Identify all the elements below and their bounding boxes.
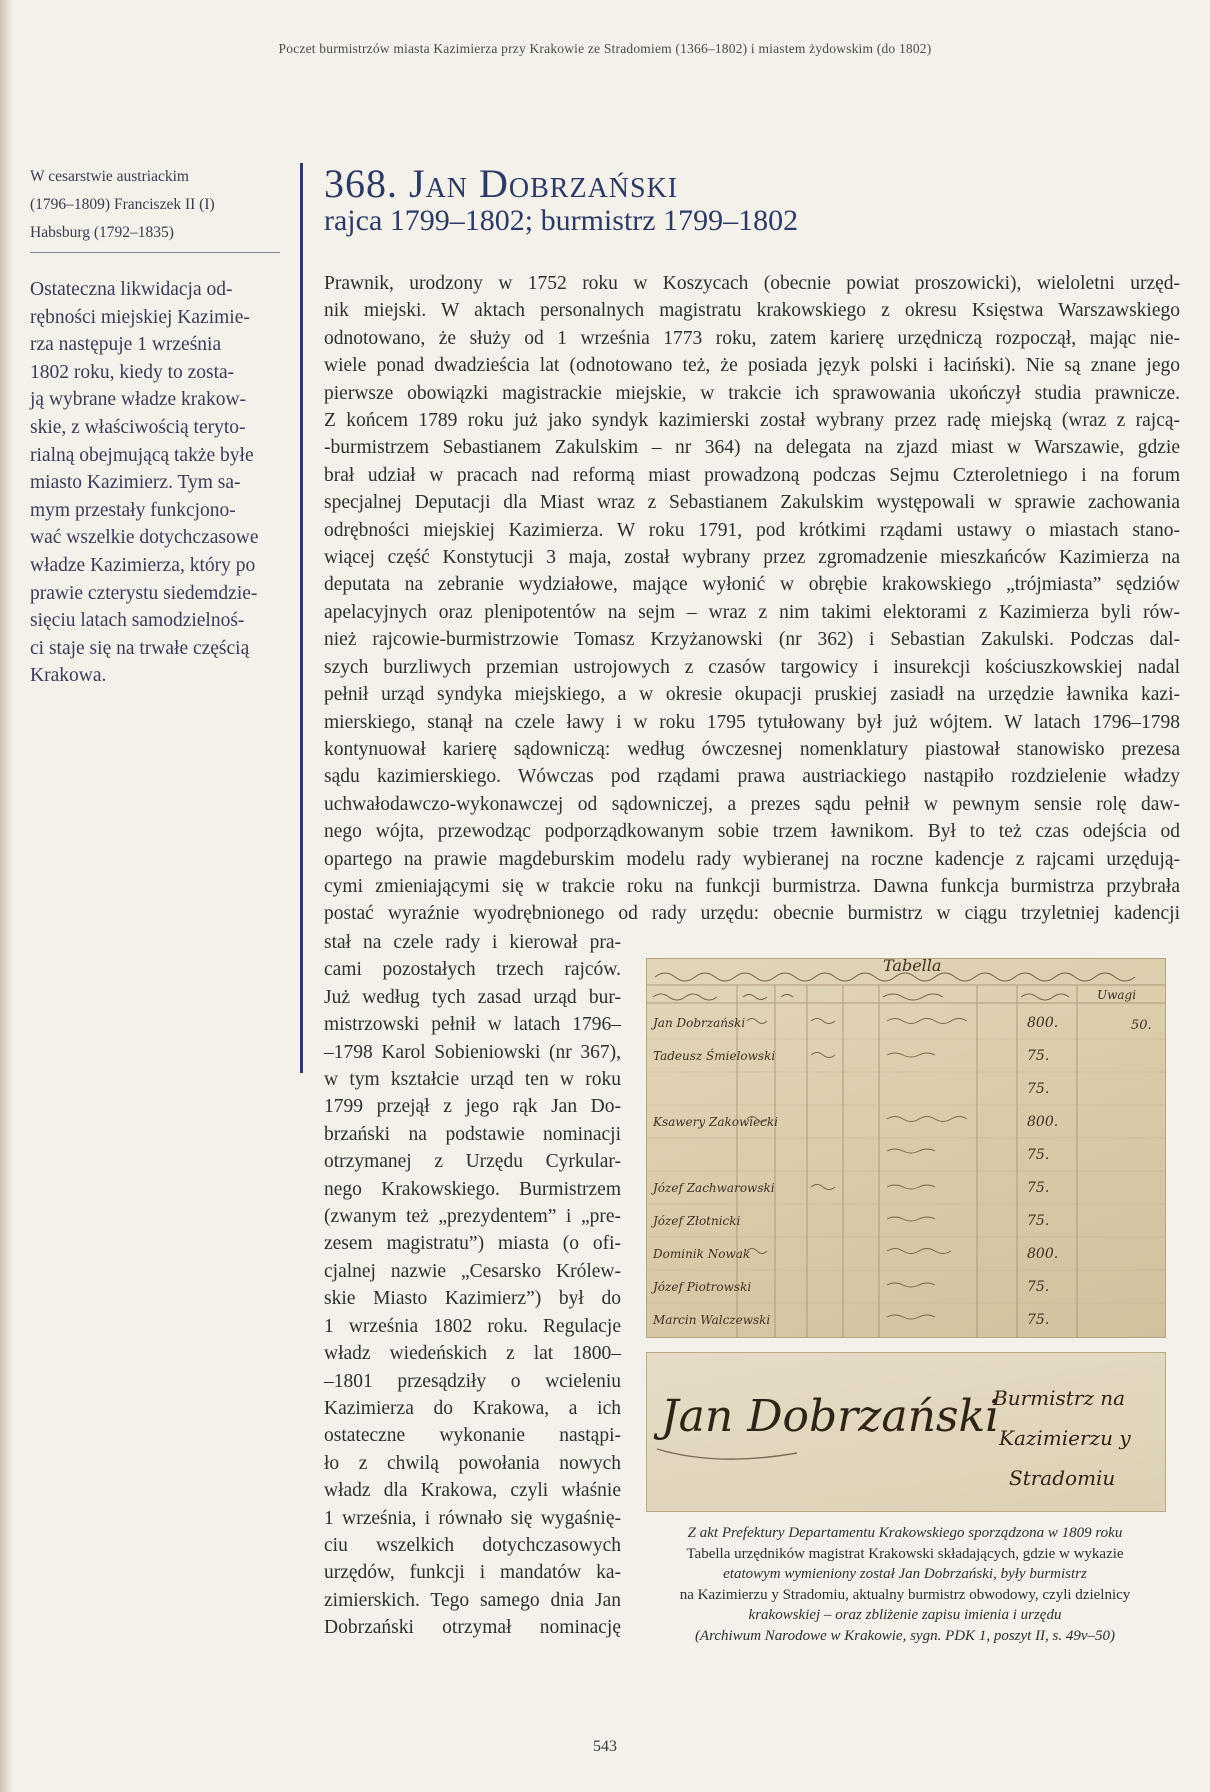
body-line: zesem magistratu”) miasta (o ofi- [324,1233,621,1255]
caption-line: Tabella urzędników magistrat Krakowski składających, gdzie w wykazie [686,1545,1124,1562]
signature-drawing [647,1353,1165,1511]
body-line: deputata na zebranie wydziałowe, mające wyłonić w obrębie krakowskiego „trójmiasta” sędziów [324,574,1180,596]
body-line: postać wyraźnie wyodrębnionego od rady urzędu: obecnie burmistrz w ciągu trzyletniej kadencji [324,903,1180,925]
body-line: mistrzowski pełnił w latach 1796– [324,1014,621,1036]
sidebar-era-line: W cesarstwie austriackim [30,168,189,185]
sidebar-note-line: rialną obejmującą także byłe [30,444,254,466]
signature-title-line: Kazimierzu y [999,1426,1131,1450]
scan-row-amount: 75. [1027,1147,1050,1163]
body-line: zimierskich. Tego samego dnia Jan [324,1589,621,1611]
body-line: ostateczne wykonanie nastąpi- [324,1425,621,1447]
body-line: pełnił urząd syndyka miejskiego, a w okresie okupacji pruskiej zasiadł na urzędzie ławnika kazi- [324,684,1180,706]
sidebar-note-line: ją wybrane władze krakow- [30,389,247,411]
header-scribbles [653,973,1135,1000]
sidebar-note [30,276,280,690]
body-line: nego Krakowskiego. Burmistrzem [324,1178,621,1200]
sidebar-divider [30,252,280,253]
body-line: brzański na podstawie nominacji [324,1123,621,1145]
sidebar-note-line: skie, z właściwością teryto- [30,416,246,438]
sidebar-note-line: władze Kazimierza, który po [30,554,256,576]
body-line: pierwsze obowiązki magistrackie miejskie, w trakcie ich sprawowania ukończył studia prawnicze. [324,382,1180,404]
body-line: apelacyjnych oraz plenipotentów na sejm – wraz z nim takimi elektorami z Kazimierza byli rów- [324,601,1180,623]
entry-vertical-rule [300,163,303,1073]
scan-row-amount: 75. [1027,1048,1050,1064]
page-number: 543 [593,1738,617,1755]
scan-row-amount: 75. [1027,1213,1050,1229]
body-line: mierskiego, stanął na czele ławy i w roku 1795 tytułowany był już wójtem. W latach 1796–1798 [324,711,1180,733]
body-line: ciu wszelkich dotychczasowych [324,1534,621,1556]
scan-row-amount: 800. [1027,1246,1059,1262]
entry-heading: 368. Jan Dobrzański [324,161,679,206]
signature-closeup-scan [646,1352,1166,1512]
body-line: kontynuował karierę sądowniczą: według ówczesnej nomenklatury piastował stanowisko prezesa [324,738,1180,760]
figure-caption [646,1523,1164,1646]
scan-row-name: Tadeusz Śmielowski [653,1049,776,1063]
scan-row-amount: 800. [1027,1015,1059,1031]
body-line: wiącej część Konstytucji 3 maja, został wybrany przez zgromadzenie mieszkańców Kazimierza na [324,547,1180,569]
body-line: brał udział w pracach nad reformą miast prowadzoną podczas Sejmu Czteroletniego i na forum [324,464,1180,486]
body-line: odnotowano, że służy od 1 września 1773 roku, zatem karierę urzędniczą rozpoczął, mając nie- [324,327,1180,349]
scan-row-name: Józef Zachwarowski [653,1181,775,1195]
body-line: –1801 przesądziły o wcieleniu [324,1370,621,1392]
body-text [324,270,1180,928]
scan-row-name: Marcin Walczewski [653,1313,771,1327]
scan-header-mark: Uwagi [1097,988,1137,1002]
body-line: w tym kształcie urząd ten w roku [324,1069,621,1091]
signature-name: Jan Dobrzański [661,1391,1000,1442]
caption-line: na Kazimierzu y Stradomiu, aktualny burmistrz obwodowy, czyli dzielnicy [679,1586,1131,1603]
body-line: 1 września, i równało się wygaśnię- [324,1507,621,1529]
body-line: nik miejski. W aktach personalnych magistratu krakowskiego z okresu Księstwa Warszawskiego [324,300,1180,322]
sidebar-note-line: rza następuje 1 września [30,334,222,356]
body-line: ło z chwilą powołania nowych [324,1452,621,1474]
scan-row-name: Józef Złotnicki [653,1214,741,1228]
caption-line: (Archiwum Narodowe w Krakowie, sygn. PDK 1, poszyt II, s. 49v–50) [694,1627,1116,1644]
sidebar-note-line: mym przestały funkcjono- [30,499,236,521]
scan-row-name: Józef Piotrowski [653,1280,752,1294]
body-line: urzędów, funkcji i mandatów ka- [324,1562,621,1584]
scan-row-name: Jan Dobrzański [653,1016,746,1030]
body-line: Już według tych zasad urząd bur- [324,986,621,1008]
scan-row-amount: 75. [1027,1279,1050,1295]
body-line: -burmistrzem Sebastianem Zakulskim – nr 364) na delegata na zjazd miast w Warszawie, gdzie [324,437,1180,459]
body-line: szych burzliwych przemian ustrojowych z czasów targowicy i insurekcji kościuszkowskiej nadal [324,656,1180,678]
archival-document-scan [646,958,1166,1338]
body-line: władz wiedeńskich z lat 1800– [324,1343,621,1365]
body-line: cjalnej nazwie „Cesarsko Królew- [324,1260,621,1282]
body-line: sądu kazimierskiego. Wówczas pod rządami prawa austriackiego nastąpiło rozdzielenie władzy [324,766,1180,788]
body-line: stał na czele rady i kierował pra- [324,932,621,953]
caption-line: Z akt Prefektury Departamentu Krakowskiego sporządzona w 1809 roku [687,1525,1123,1541]
body-line: wiele ponad dwadzieścia lat (odnotowano też, że posiada język polski i łaciński). Nie są znane jego [324,355,1180,377]
caption-line: etatowym wymieniony został Jan Dobrzański, były burmistrz [723,1566,1087,1582]
body-line: 1 września 1802 roku. Regulacje [324,1315,621,1337]
sidebar-note-line: Krakowa. [30,665,107,687]
scan-row-name: Dominik Nowak [653,1247,751,1261]
signature-title-line: Burmistrz na [993,1386,1126,1410]
row-scribbles [747,1019,967,1320]
sidebar-note-line: wać wszelkie dotychczasowe [30,527,259,549]
body-line: Z końcem 1789 roku już jako syndyk kazimierski został wybrany przez radę miejską (wraz z rajcą- [324,410,1180,432]
scan-row-amount: 800. [1027,1114,1059,1130]
signature-title-line: Stradomiu [1009,1466,1116,1490]
sidebar-note-line: prawie czterystu siedemdzie- [30,582,258,604]
sidebar-note-line: Ostateczna likwidacja od- [30,279,233,300]
sidebar-note-line: ci staje się na trwałe częścią [30,637,250,659]
archival-table-drawing [647,959,1165,1337]
body-line: uchwałodawczo-wykonawczej od sądowniczej, a prezes sądu pełnił w pewnym sensie rolę daw- [324,793,1180,815]
body-line: nież rajcowie-burmistrzowie Tomasz Krzyżanowski (nr 362) i Sebastian Zakulski. Podczas dal- [324,629,1180,651]
body-line: odrębności miejskiej Kazimierza. W roku 1791, pod krótkimi rządami ustawy o miastach stano- [324,519,1180,541]
body-line: cymi zmieniającymi się w trakcie roku na funkcji burmistrza. Dawna funkcja burmistrza przybrała [324,875,1180,897]
body-line: opartego na prawie magdeburskim modelu rady wybieranej na roczne kadencje z rajcami urzędują- [324,848,1180,870]
signature-flourish [657,1449,797,1459]
scan-row-name: Ksawery Zakowiecki [653,1115,779,1129]
sidebar-era-line: (1796–1809) Franciszek II (I) [30,196,215,213]
body-line: specjalnej Deputacji dla Miast wraz z Sebastianem Zakulskim występowali w sprawie zachowania [324,492,1180,514]
body-line: otrzymanej z Urzędu Cyrkular- [324,1151,621,1173]
body-line: (zwanym też „prezydentem” i „pre- [324,1206,621,1228]
scan-side-mark: 50. [1131,1018,1152,1033]
sidebar-note-line: rębności miejskiej Kazimie- [30,306,250,328]
body-line: Prawnik, urodzony w 1752 roku w Koszycach (obecnie powiat proszowicki), wieloletni urzęd- [324,273,1180,294]
book-spine-shadow [0,0,14,1792]
caption-line: krakowskiej – oraz zbliżenie zapisu imienia i urzędu [748,1607,1062,1623]
sidebar-era [30,163,280,247]
body-line: Kazimierza do Krakowa, a ich [324,1397,621,1419]
sidebar-note-line: sięciu latach samodzielnoś- [30,610,245,632]
body-line: cami pozostałych trzech rajców. [324,959,621,981]
scan-title-script: Tabella [883,959,942,975]
body-line: skie Miasto Kazimierz”) był do [324,1288,621,1310]
running-header: Poczet burmistrzów miasta Kazimierza przy Krakowie ze Stradomiem (1366–1802) i miastem żydowskim (do 1802) [278,41,932,56]
scan-row-amount: 75. [1027,1180,1050,1196]
body-line: władz dla Krakowa, czyli właśnie [324,1480,621,1502]
sidebar-note-line: 1802 roku, kiedy to zosta- [30,361,235,383]
sidebar-era-line: Habsburg (1792–1835) [30,224,174,241]
body-line: –1798 Karol Sobieniowski (nr 367), [324,1041,621,1063]
entry-subheading: rajca 1799–1802; burmistrz 1799–1802 [324,204,799,237]
table-rows [647,1039,1165,1303]
body-line: Dobrzański otrzymał nominację [324,1617,621,1639]
body-line: 1799 przejął z jego rąk Jan Do- [324,1096,621,1118]
sidebar-note-line: miasto Kazimierz. Tym sa- [30,472,241,494]
scan-row-amount: 75. [1027,1081,1050,1097]
body-line: nego wójta, przewodząc podporządkowanym sobie trzem ławnikom. Był to też czas odejścia od [324,821,1180,843]
body-text-continued [324,929,621,1642]
scan-row-amount: 75. [1027,1312,1050,1328]
